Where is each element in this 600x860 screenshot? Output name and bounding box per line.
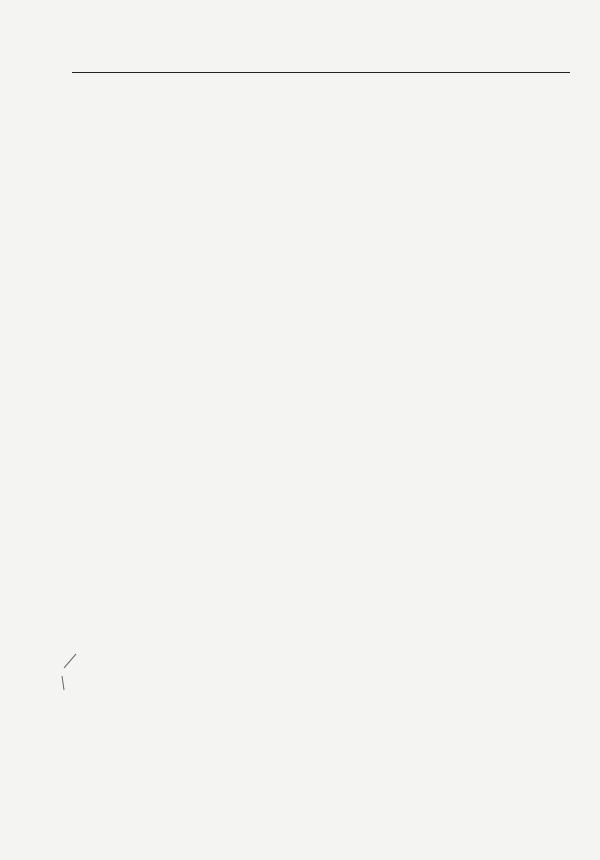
pencil-mark (58, 652, 80, 692)
header-rule (72, 72, 570, 73)
running-header (72, 52, 570, 72)
